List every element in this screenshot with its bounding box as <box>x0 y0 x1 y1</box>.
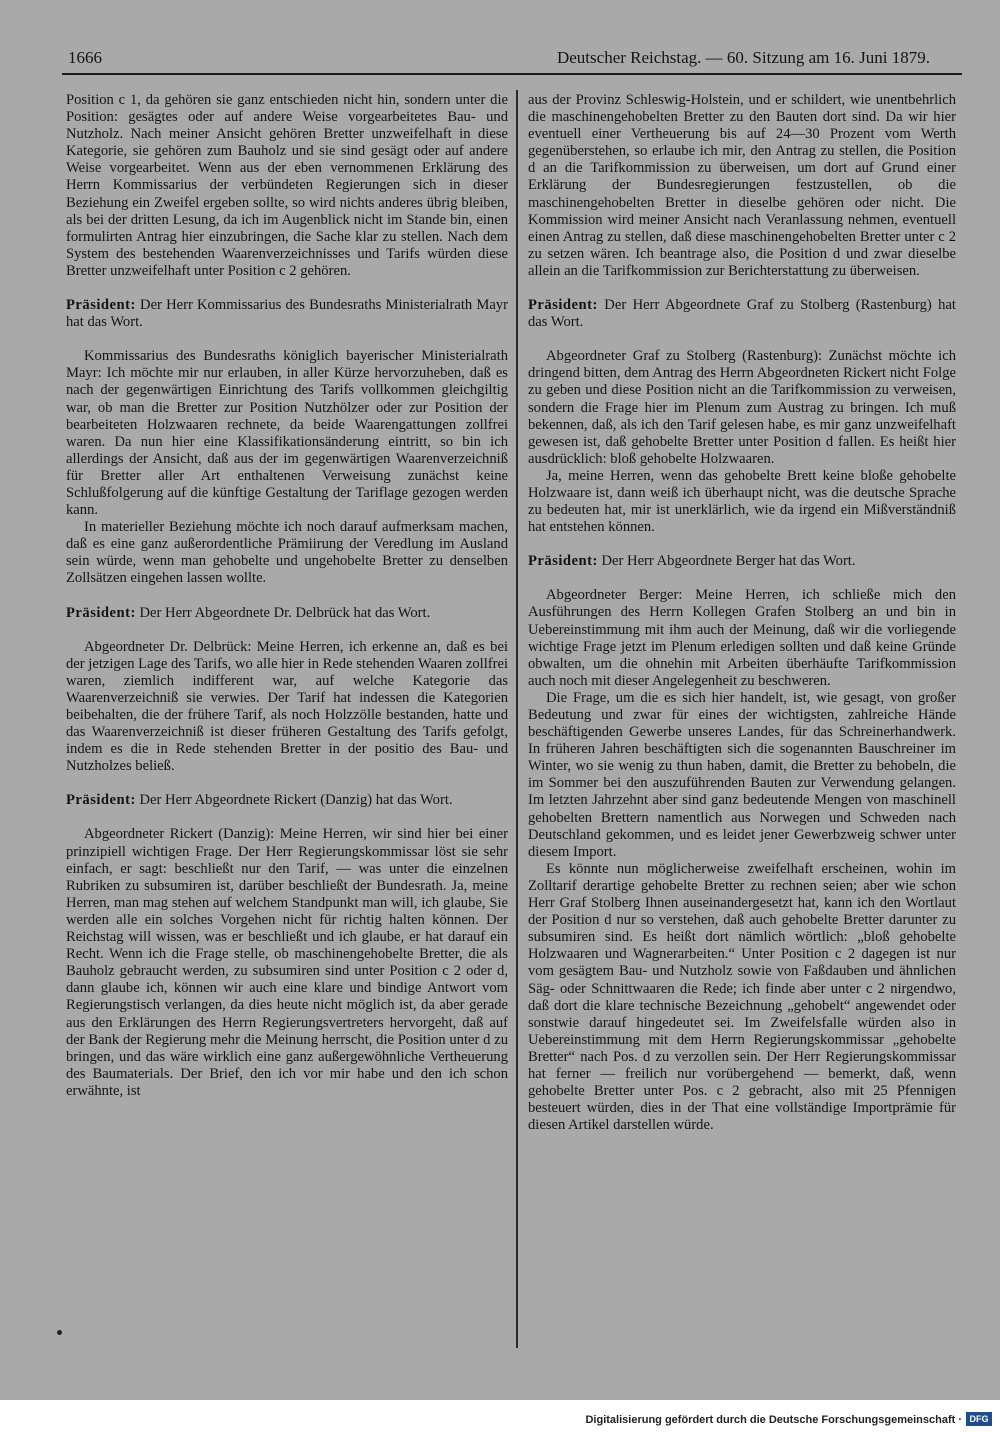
paragraph <box>528 92 956 280</box>
paragraph-text: Ja, meine Herren, wenn das gehobelte Brett keine bloße gehobelte Holzwaare ist, dann weiß ich überhaupt nicht, was die deutsche Sprache zu bedeuten hat, mir ist unerklärlich, wie da irgend ein Mißverständniß hat entstehen können. <box>528 467 956 536</box>
speaker-label: Präsident: <box>528 297 598 314</box>
paragraph-gap <box>528 570 956 587</box>
paragraph <box>528 587 956 690</box>
paragraph-gap <box>66 588 508 605</box>
paragraph-gap <box>66 622 508 639</box>
paragraph <box>66 826 508 1100</box>
margin-dot <box>57 1330 62 1335</box>
paragraph-text: Der Herr Kommissarius des Bundesraths Ministerialrath Mayr hat das Wort. <box>66 297 508 331</box>
paragraph <box>66 639 508 776</box>
paragraph <box>528 861 956 1135</box>
paragraph-gap <box>528 280 956 297</box>
paragraph-text: Der Herr Abgeordnete Dr. Delbrück hat das Wort. <box>135 604 431 621</box>
speaker-label: Präsident: <box>528 553 598 570</box>
paragraph <box>66 605 508 622</box>
paragraph-text: Abgeordneter Berger: Meine Herren, ich schließe mich den Ausführungen des Herrn Kollegen Grafen Stolberg an und bin in Uebereinstimmung mit ihm auch der Meinung, daß wir die vorliegende wichtige Frage jetzt im Plenum erledigen sollten und daß keine Gründe obwalten, um die ohnehin mit Arbeiten überhäufte Tarifkommission auch noch mit dieser Angelegenheit zu beschweren. <box>528 587 956 689</box>
paragraph-gap <box>528 331 956 348</box>
paragraph-text: Abgeordneter Rickert (Danzig): Meine Herren, wir sind hier bei einer prinzipiell wichtigen Frage. Der Herr Regierungskommissar löst sie sehr einfach, er sagt: beschließt nur den Tarif, — was unter die einzelnen Rubriken zu subsumiren ist, darüber beschließt der Bundesrath. Ja, meine Herren, man mag stehen auf welchem Standpunkt man will, ich glaube, Sie werden alle ein solches Vorgehen nicht für richtig halten können. Der Reichstag will wissen, was er beschließt und ich glaube, er hat darauf ein Recht. Wenn ich die Frage stelle, ob maschinengehobelte Bretter, die als Bauholz gebraucht werden, zu subsumiren sind unter Position c 2 oder d, dann glaube ich, können wir auch eine klare und bindige Antwort vom Regierungstisch verlangen, da dies heute nicht möglich ist, da aber gerade aus den Erklärungen des Herrn Regierungsvertreters hervorgeht, daß auf der Bank der Regierung mehr die Meinung herrscht, die Position unter d zu bringen, und das wäre wirklich eine ganz außergewöhnliche Vertheuerung des Baumaterials. Der Brief, den ich vor mir habe und den ich schon erwähnte, ist <box>66 826 508 1099</box>
paragraph-text: aus der Provinz Schleswig-Holstein, und er schildert, wie unentbehrlich die maschinengehobelten Bretter zu den Bauten dort sind. Da wir hier eventuell einer Vertheuerung bis auf 24—30 Prozent vom Werth gegenüberstehen, so erlaube ich mir, den Antrag zu stellen, die Position d an die Tarifkommission zu überweisen, um dort auf Grund einer Erklärung der Bundesregierungen festzustellen, ob die maschinengehobelten Bretter in dieselbe gehören oder nicht. Die Kommission wird meiner Ansicht nach Veranlassung nehmen, eventuell einen Antrag zu stellen, daß diese maschinengehobelten Bretter unter c 2 zu setzen wären. Ich beantrage also, die Position d und zwar dieselbe allein an die Tarifkommission zur Berichterstattung zu überweisen. <box>528 92 956 279</box>
speaker-label: Präsident: <box>66 297 136 314</box>
paragraph-text: Position c 1, da gehören sie ganz entschieden nicht hin, sondern unter die Position: gesägtes oder auf andere Weise vorgearbeitetes Bau- und Nutzholz. Nach meiner Ansicht gehören Bretter unzweifelhaft in diese Kategorie, sie gehören zum Bauholz und sie sind gesägt oder auf andere Weise vorgearbeitet. Wenn aus der eben vernommenen Erklärung des Herrn Kommissarius der verbündeten Regierungen sich in dieser Beziehung ein Zweifel ergeben sollte, so wird nichts anderes übrig bleiben, als bei der dritten Lesung, da ich im Augenblick nicht im Stande bin, einen formulirten Antrag hier einzubringen, die Sache klar zu stellen. Nach dem System des bestehenden Waarenverzeichnisses und Tarifs würden diese Bretter unzweifelhaft unter Position c 2 gehören. <box>66 92 508 279</box>
paragraph <box>66 297 508 331</box>
page-header <box>62 44 960 74</box>
paragraph-text: Es könnte nun möglicherweise zweifelhaft erscheinen, wohin im Zolltarif derartige gehobelte Bretter zu rechnen seien; aber wie schon Herr Graf Stolberg Ihnen auseinandergesetzt hat, kann ich den Wortlaut der Position d nur so verstehen, daß auch gehobelte Bretter darunter zu subsumiren sind. Es heißt dort nämlich wörtlich: „bloß gehobelte Holzwaaren und Wagnerarbeiten.“ Unter Position c 2 dagegen ist nur vom gesägtem Bau- und Nutzholz sowie von Faßdauben und ähnlichen Säg- oder Schnittwaaren die Rede; ich finde aber unter c 2 nirgendwo, daß dort die klare technische Bezeichnung „gehobelt“ angewendet oder sonstwie darauf hingedeutet sei. Im Zweifelsfalle würden also in Uebereinstimmung mit dem Herrn Regierungskommissar „gehobelte Bretter“ nach Pos. d zu verzollen sein. Der Herr Regierungskommissar hat ferner — freilich nur vorübergehend — bemerkt, daß, wenn gehobelte Bretter unter Pos. c 2 gebracht, also mit 25 Pfennigen besteuert würden, dies in der That eine vollständige Importprämie für diesen Artikel darstellen würde. <box>528 860 956 1134</box>
paragraph <box>528 297 956 331</box>
paragraph-text: Der Herr Abgeordnete Berger hat das Wort. <box>597 553 856 570</box>
paragraph <box>66 792 508 809</box>
paragraph <box>528 348 956 468</box>
paragraph-text: Der Herr Abgeordnete Rickert (Danzig) hat das Wort. <box>135 792 453 809</box>
page-number: 1666 <box>68 48 102 67</box>
paragraph-gap <box>528 536 956 553</box>
dfg-logo: DFG <box>966 1412 992 1426</box>
page-title: Deutscher Reichstag. — 60. Sitzung am 16. Juni 1879. <box>556 48 930 67</box>
footer-credit: Digitalisierung gefördert durch die Deutsche Forschungsgemeinschaft · <box>585 1414 962 1426</box>
paragraph <box>528 553 956 570</box>
speaker-label: Präsident: <box>66 604 136 621</box>
paragraph-text: Abgeordneter Graf zu Stolberg (Rastenburg): Zunächst möchte ich dringend bitten, dem Antrag des Herrn Abgeordneten Rickert nicht Folge zu geben und diese Position nicht an die Tarifkommission zu verweisen, sondern die Frage hier im Plenum zum Austrag zu bringen. Ich muß bekennen, daß, als ich den Tarif gelesen habe, es mir ganz unzweifelhaft gewesen ist, daß gehobelte Bretter unter Position d fallen. Es heißt hier ausdrücklich: bloß gehobelte Holzwaaren. <box>528 348 956 467</box>
paragraph-gap <box>66 331 508 348</box>
paragraph-text: In materieller Beziehung möchte ich noch darauf aufmerksam machen, daß es eine ganz außerordentliche Prämiirung der Veredlung im Ausland sein würde, wenn man gehobelte und ungehobelte Bretter zu denselben Zollsätzen eingehen lassen wollte. <box>66 519 508 587</box>
paragraph-text: Der Herr Abgeordnete Graf zu Stolberg (Rastenburg) hat das Wort. <box>528 297 956 331</box>
paragraph-gap <box>66 280 508 297</box>
paragraph-gap <box>66 809 508 826</box>
paragraph <box>528 690 956 861</box>
column-divider <box>516 90 518 1348</box>
paragraph-text: Kommissarius des Bundesraths königlich bayerischer Ministerialrath Mayr: Ich möchte mir nur erlauben, in aller Kürze hervorzuheben, daß es nach der gegenwärtigen Einrichtung des Tarifs vollkommen gleichgiltig war, ob man die Bretter zur Position Nutzhölzer oder zur Position der bearbeiteten Holzwaaren rechnete, da beide Waarengattungen zollfrei waren. Da nun hier eine Klassifikationsänderung eintritt, so bin ich allerdings der Ansicht, daß aus der im gegenwärtigen Waarenverzeichniß für Bretter aller Art enthaltenen Verweisung zunächst keine Schlußfolgerung auf die künftige Gestaltung der Tariflage gezogen werden kann. <box>66 348 508 519</box>
header-rule <box>62 73 962 75</box>
speaker-label: Präsident: <box>66 792 136 809</box>
left-column <box>66 92 508 1100</box>
paragraph <box>528 468 956 536</box>
paragraph-gap <box>66 775 508 792</box>
paragraph <box>66 92 508 280</box>
right-column <box>528 92 956 1134</box>
paragraph <box>66 348 508 519</box>
paragraph <box>66 519 508 587</box>
paragraph-text: Abgeordneter Dr. Delbrück: Meine Herren, ich erkenne an, daß es bei der jetzigen Lage des Tarifs, wo alle hier in Rede stehenden Waaren zollfrei waren, ziemlich indifferent war, auf welche Kategorie das Waarenverzeichniß sie verwies. Der Tarif hat indessen die Kategorien beibehalten, die der frühere Tarif, als noch Holzzölle bestanden, hatte und das Waarenverzeichniß ist dieser früheren Gestaltung des Tarifs gefolgt, indem es die in Rede stehenden Bretter in der positio des Bau- und Nutzholzes beließ. <box>66 638 508 775</box>
paragraph-text: Die Frage, um die es sich hier handelt, ist, wie gesagt, von großer Bedeutung und zwar für eines der wichtigsten, zahlreiche Hände beschäftigenden Gewerbe unseres Landes, für das Schreinerhandwerk. In früheren Jahren beschäftigten sich die sogenannten Bauschreiner im Winter, wo sie wenig zu thun haben, damit, die Bretter zu behobeln, die im Sommer bei den auszuführenden Bauten zur Verwendung gelangen. Im letzten Jahrzehnt aber sind ganz bedeutende Mengen von maschinell gehobelten Brettern namentlich aus Norwegen und Schweden nach Deutschland gekommen, und es leidet jener Gewerbzweig schwer unter diesem Import. <box>528 689 956 860</box>
